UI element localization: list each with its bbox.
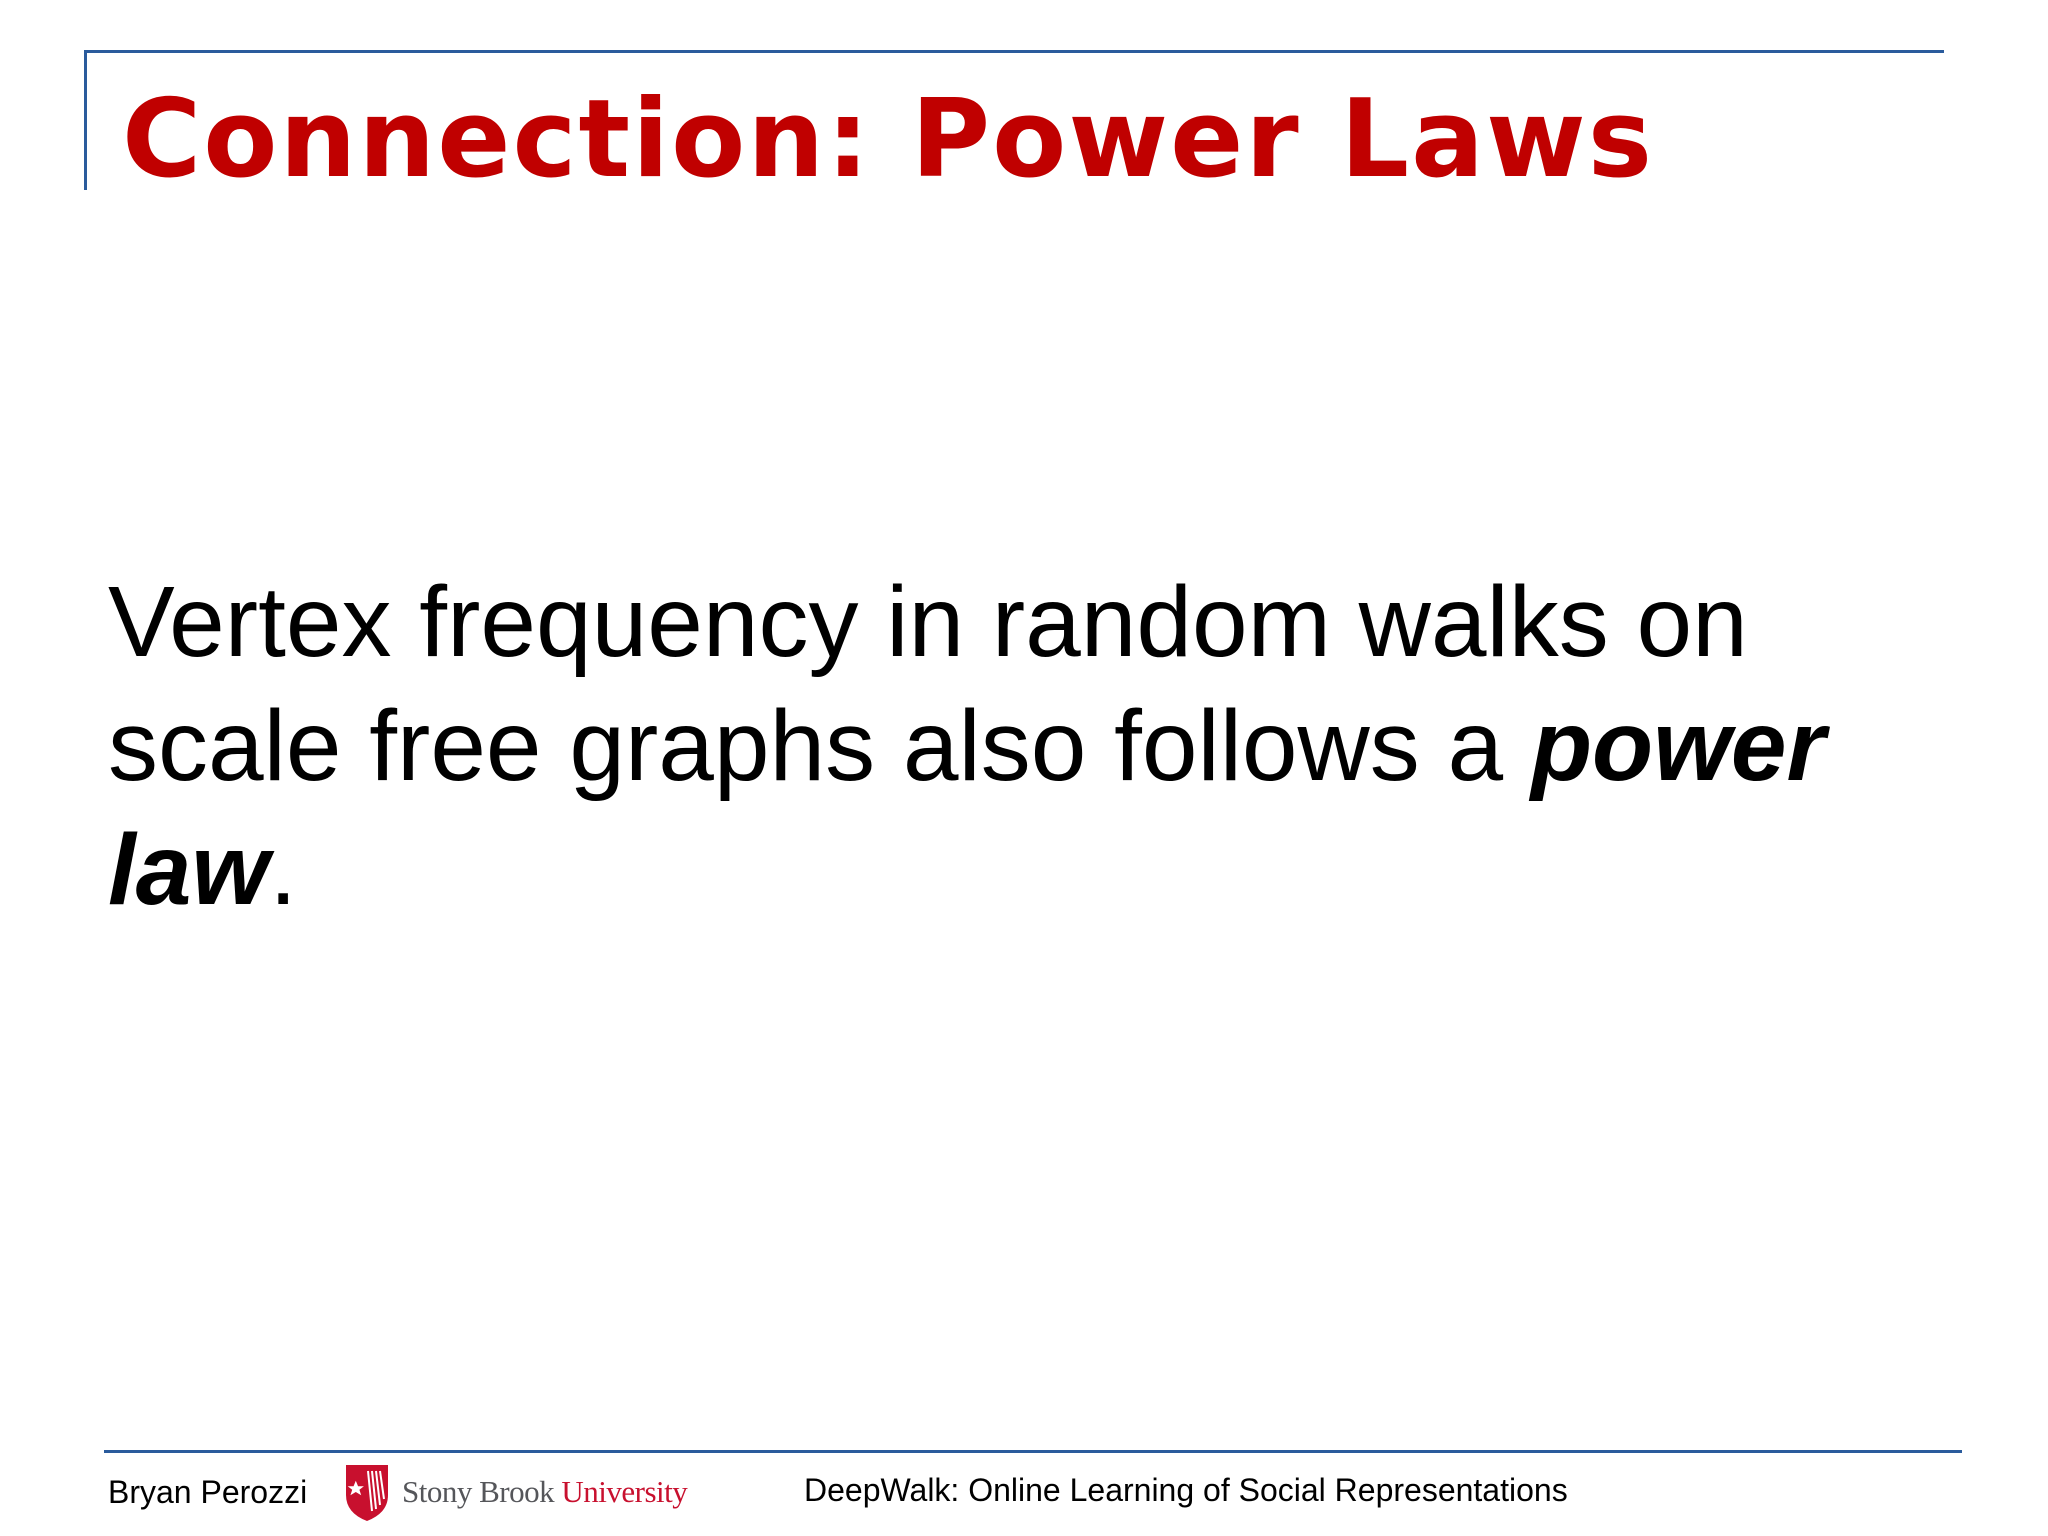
body-period: . [269,814,297,926]
top-rule [84,50,1944,53]
logo-stony-brook: Stony Brook [402,1474,562,1509]
stony-brook-shield-icon [342,1461,392,1523]
footer-author: Bryan Perozzi [108,1474,308,1510]
footer-talk-title: DeepWalk: Online Learning of Social Representations [804,1472,1568,1508]
body-text: Vertex frequency in random walks on scale free graphs also follows a [108,566,1748,802]
slide-title: Connection: Power Laws [122,77,1655,202]
logo-wordmark [402,1472,687,1512]
bottom-rule [104,1450,1962,1453]
logo-university: University [561,1474,688,1509]
slide-body [108,560,1948,932]
university-logo [342,1460,687,1524]
left-rule [84,50,87,190]
body-emphasis: power law [108,690,1826,926]
